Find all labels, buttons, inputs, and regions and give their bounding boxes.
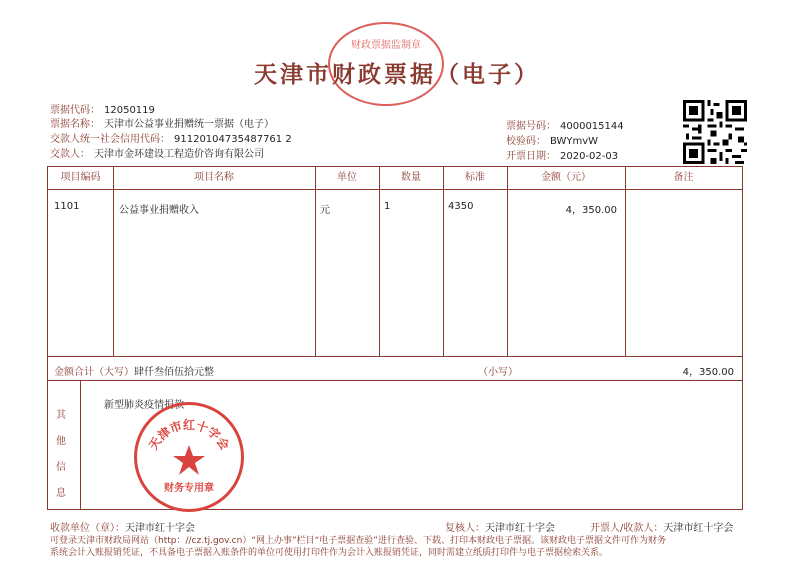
col-line <box>443 167 444 356</box>
row-code: 1101 <box>54 201 80 212</box>
top-seal-text: 财政票据监制章 <box>351 40 421 51</box>
footnote-line-2: 系统会计入账报销凭证，不具备电子票据入账条件的单位可使用打印件作为会计入账报销凭证，同时需建立纸质打印件与电子票据检索关系。 <box>50 548 609 558</box>
receipt-number-row: 票据号码： 4000015144 <box>506 121 624 132</box>
seal-arc-text: 天津市红十字会 <box>146 418 232 453</box>
col-line <box>625 167 626 356</box>
other-info-divider <box>80 381 81 510</box>
payer-row: 交款人： 天津市金环建设工程造价咨询有限公司 <box>50 149 264 160</box>
row-unit: 元 <box>320 205 330 216</box>
col-line <box>507 167 508 356</box>
body-divider <box>48 356 742 357</box>
issuer-row: 开票人/收款人：天津市红十字会 <box>590 523 734 534</box>
seal-bottom-text: 财务专用章 <box>164 483 214 494</box>
qr-code <box>683 100 747 164</box>
other-info-text: 新型肺炎疫情捐款 <box>104 400 184 411</box>
payer-credit-code-row: 交款人统一社会信用代码： 91120104735487761 2 <box>50 134 292 145</box>
sum-lower-value: 4，350.00 <box>682 367 734 378</box>
sum-upper-label: 金额合计（大写） <box>54 367 134 378</box>
col-header-std: 标准 <box>465 172 485 183</box>
reviewer-row: 复核人：天津市红十字会 <box>445 523 555 534</box>
row-qty: 1 <box>384 201 391 212</box>
star-icon <box>173 445 205 475</box>
receipt-name-row: 票据名称： 天津市公益事业捐赠统一票据（电子） <box>50 119 274 130</box>
document-title: 天津市财政票据（电子） <box>254 61 540 88</box>
col-header-amount: 金额（元） <box>541 172 591 183</box>
check-code-row: 校验码： BWYmvW <box>506 136 599 147</box>
row-name: 公益事业捐赠收入 <box>119 205 199 216</box>
col-header-qty: 数量 <box>401 172 421 183</box>
header-divider <box>48 189 742 190</box>
col-header-remark: 备注 <box>673 172 694 183</box>
issue-date-row: 开票日期： 2020-02-03 <box>506 151 619 162</box>
payee-row: 收款单位（章）：天津市红十字会 <box>50 523 195 534</box>
col-line <box>315 167 316 356</box>
row-amount: 4，350.00 <box>565 205 617 216</box>
footnote-line-1: 可登录天津市财政局网站（http：//cz.tj.gov.cn）“网上办事”栏目“电子票据查验”进行查验、下载、打印本财政电子票据。该财政电子票据文件可作为财务 <box>50 536 666 546</box>
col-header-name: 项目名称 <box>194 172 234 183</box>
sum-upper-value: 肆仟叁佰伍拾元整 <box>134 367 214 378</box>
row-std: 4350 <box>448 201 474 212</box>
other-info-label: 其 他 信 息 <box>56 410 66 499</box>
sum-divider <box>48 380 742 381</box>
col-header-unit: 单位 <box>337 172 357 183</box>
col-header-code: 项目编码 <box>60 172 101 183</box>
col-line <box>113 167 114 356</box>
receipt-code-row: 票据代码： 12050119 <box>50 105 155 116</box>
finance-seal <box>134 402 244 512</box>
col-line <box>379 167 380 356</box>
sum-lower-label: （小写） <box>478 367 518 378</box>
